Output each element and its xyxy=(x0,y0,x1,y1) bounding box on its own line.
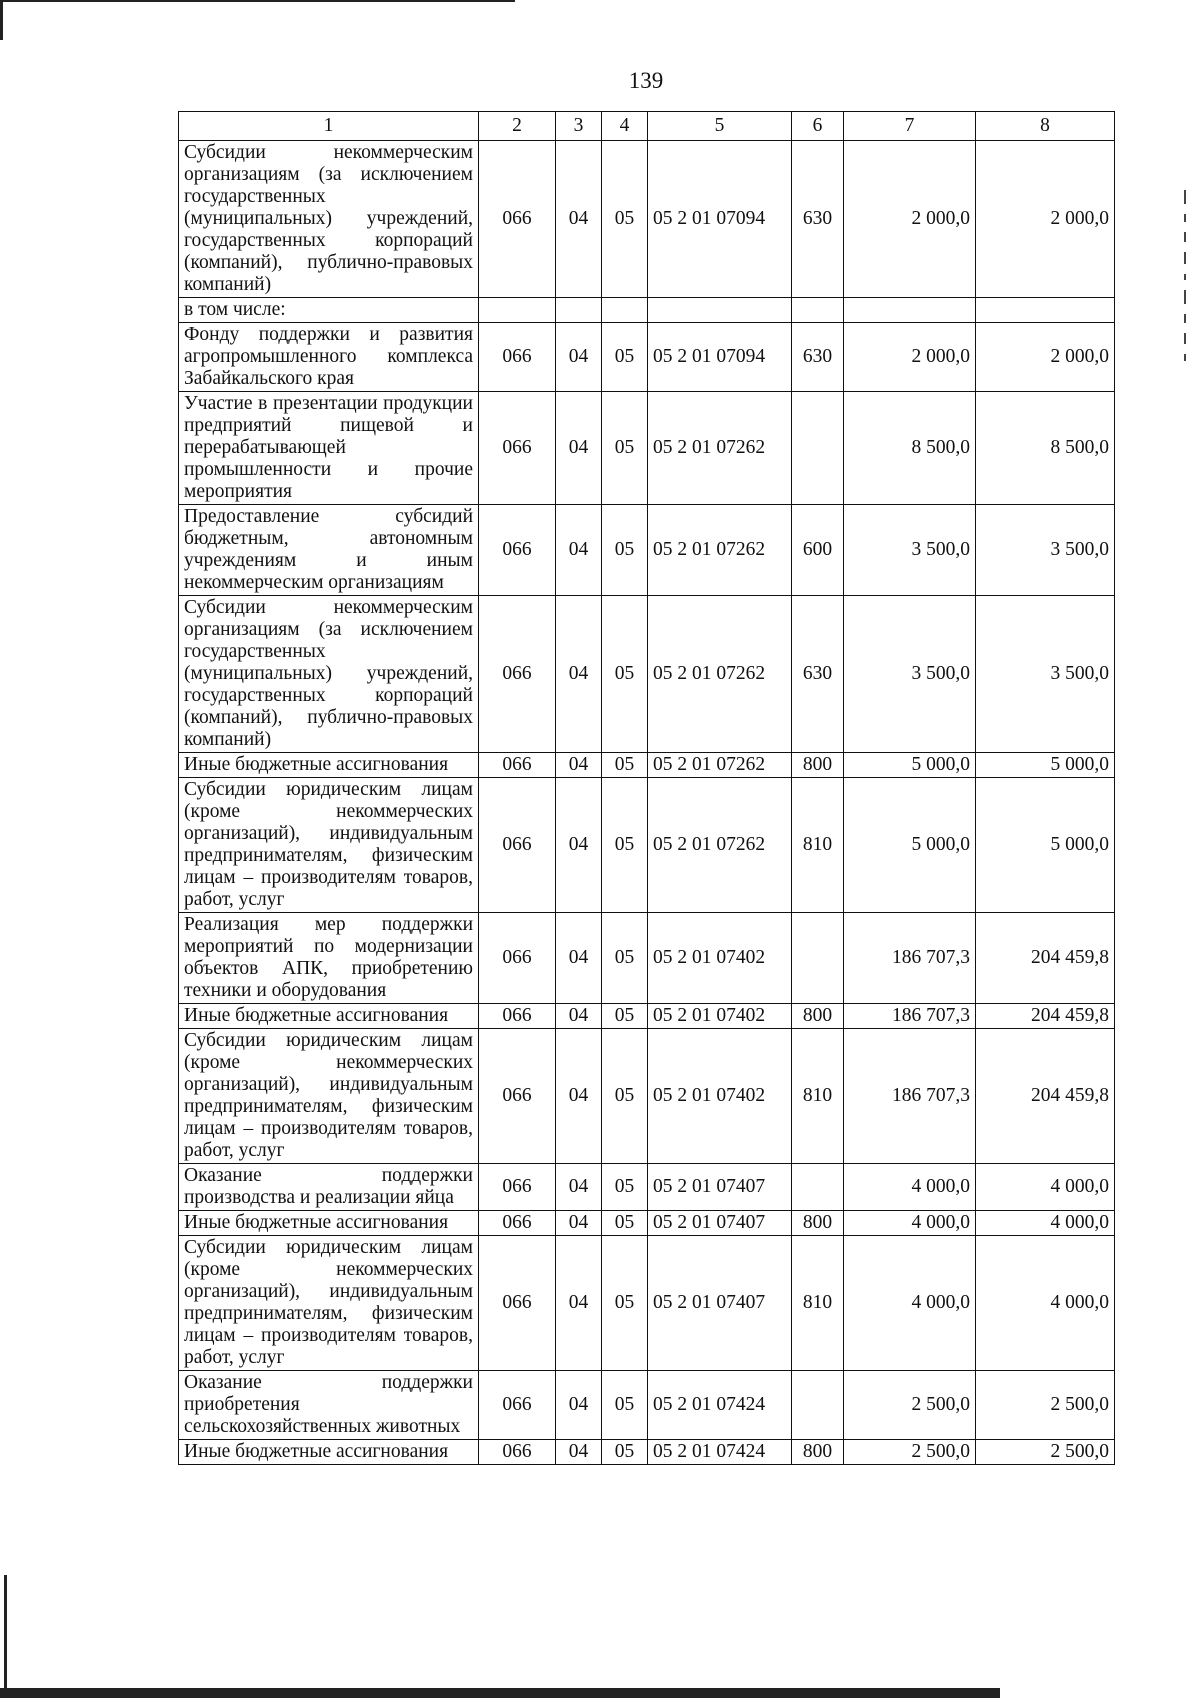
ministry-code: 066 xyxy=(479,1164,556,1211)
target-article-code: 05 2 01 07094 xyxy=(648,323,792,392)
row-description: Реализация мер поддержки мероприятий по модернизации объектов АПК, приобретению техники и оборудования xyxy=(179,913,479,1004)
target-article-code: 05 2 01 07407 xyxy=(648,1211,792,1236)
ministry-code: 066 xyxy=(479,505,556,596)
section-code: 04 xyxy=(556,141,602,298)
subsection-code xyxy=(602,298,648,323)
table-row xyxy=(179,505,1115,596)
target-article-code: 05 2 01 07424 xyxy=(648,1371,792,1440)
subsection-code: 05 xyxy=(602,141,648,298)
amount-column-8: 5 000,0 xyxy=(976,778,1115,913)
expense-type-code xyxy=(792,392,844,505)
column-header: 6 xyxy=(792,112,844,141)
ministry-code: 066 xyxy=(479,141,556,298)
ministry-code: 066 xyxy=(479,392,556,505)
subsection-code: 05 xyxy=(602,1211,648,1236)
table-row xyxy=(179,392,1115,505)
ministry-code: 066 xyxy=(479,323,556,392)
row-description: Субсидии юридическим лицам (кроме некоммерческих организаций), индивидуальным предпринимателям, физическим лицам – производителям товаров, работ, услуг xyxy=(179,1236,479,1371)
amount-column-8: 204 459,8 xyxy=(976,1004,1115,1029)
row-description: Участие в презентации продукции предприятий пищевой и перерабатывающей промышленности и прочие мероприятия xyxy=(179,392,479,505)
table-row xyxy=(179,1236,1115,1371)
ministry-code: 066 xyxy=(479,1371,556,1440)
amount-column-7: 4 000,0 xyxy=(844,1236,976,1371)
expense-type-code: 630 xyxy=(792,323,844,392)
amount-column-8: 4 000,0 xyxy=(976,1236,1115,1371)
budget-table xyxy=(178,111,1115,1465)
table-row xyxy=(179,596,1115,753)
subsection-code: 05 xyxy=(602,753,648,778)
expense-type-code: 810 xyxy=(792,778,844,913)
ministry-code: 066 xyxy=(479,753,556,778)
row-description: Субсидии некоммерческим организациям (за исключением государственных (муниципальных) учреждений, государственных корпораций (компаний), публично-правовых компаний) xyxy=(179,596,479,753)
expense-type-code xyxy=(792,1371,844,1440)
amount-column-8: 4 000,0 xyxy=(976,1211,1115,1236)
expense-type-code: 630 xyxy=(792,596,844,753)
ministry-code: 066 xyxy=(479,778,556,913)
amount-column-7: 3 500,0 xyxy=(844,505,976,596)
row-description: Субсидии юридическим лицам (кроме некоммерческих организаций), индивидуальным предпринимателям, физическим лицам – производителям товаров, работ, услуг xyxy=(179,778,479,913)
table-row xyxy=(179,778,1115,913)
row-description: Оказание поддержки приобретения сельскохозяйственных животных xyxy=(179,1371,479,1440)
table-row xyxy=(179,1164,1115,1211)
section-code: 04 xyxy=(556,392,602,505)
amount-column-7: 2 000,0 xyxy=(844,323,976,392)
expense-type-code xyxy=(792,913,844,1004)
section-code: 04 xyxy=(556,323,602,392)
ministry-code: 066 xyxy=(479,1004,556,1029)
row-description: Субсидии юридическим лицам (кроме некоммерческих организаций), индивидуальным предпринимателям, физическим лицам – производителям товаров, работ, услуг xyxy=(179,1029,479,1164)
expense-type-code: 800 xyxy=(792,1211,844,1236)
row-description: Иные бюджетные ассигнования xyxy=(179,1440,479,1465)
amount-column-8: 204 459,8 xyxy=(976,913,1115,1004)
section-code: 04 xyxy=(556,1371,602,1440)
section-code: 04 xyxy=(556,1211,602,1236)
subsection-code: 05 xyxy=(602,1440,648,1465)
target-article-code: 05 2 01 07407 xyxy=(648,1164,792,1211)
expense-type-code: 630 xyxy=(792,141,844,298)
subsection-code: 05 xyxy=(602,1164,648,1211)
amount-column-8: 204 459,8 xyxy=(976,1029,1115,1164)
expense-type-code: 800 xyxy=(792,753,844,778)
amount-column-7: 2 500,0 xyxy=(844,1371,976,1440)
row-description: Иные бюджетные ассигнования xyxy=(179,753,479,778)
amount-column-7: 2 000,0 xyxy=(844,141,976,298)
subsection-code: 05 xyxy=(602,1029,648,1164)
section-code: 04 xyxy=(556,1004,602,1029)
table-row xyxy=(179,1371,1115,1440)
row-description: Предоставление субсидий бюджетным, автономным учреждениям и иным некоммерческим организациям xyxy=(179,505,479,596)
ministry-code: 066 xyxy=(479,1440,556,1465)
ministry-code: 066 xyxy=(479,1029,556,1164)
amount-column-8: 2 000,0 xyxy=(976,323,1115,392)
target-article-code: 05 2 01 07407 xyxy=(648,1236,792,1371)
expense-type-code: 800 xyxy=(792,1004,844,1029)
table-row xyxy=(179,1004,1115,1029)
target-article-code: 05 2 01 07402 xyxy=(648,913,792,1004)
row-description: Иные бюджетные ассигнования xyxy=(179,1004,479,1029)
row-description: Оказание поддержки производства и реализации яйца xyxy=(179,1164,479,1211)
scan-margin-marks xyxy=(1184,190,1187,371)
row-description: Субсидии некоммерческим организациям (за исключением государственных (муниципальных) учреждений, государственных корпораций (компаний), публично-правовых компаний) xyxy=(179,141,479,298)
column-header: 2 xyxy=(479,112,556,141)
amount-column-7: 5 000,0 xyxy=(844,753,976,778)
ministry-code: 066 xyxy=(479,1236,556,1371)
amount-column-7: 5 000,0 xyxy=(844,778,976,913)
column-header: 4 xyxy=(602,112,648,141)
subsection-code: 05 xyxy=(602,323,648,392)
amount-column-7: 186 707,3 xyxy=(844,1004,976,1029)
subsection-code: 05 xyxy=(602,1004,648,1029)
header-row xyxy=(179,112,1115,141)
amount-column-7: 8 500,0 xyxy=(844,392,976,505)
target-article-code: 05 2 01 07402 xyxy=(648,1004,792,1029)
column-header: 3 xyxy=(556,112,602,141)
row-description: Иные бюджетные ассигнования xyxy=(179,1211,479,1236)
section-code: 04 xyxy=(556,1029,602,1164)
target-article-code xyxy=(648,298,792,323)
target-article-code: 05 2 01 07262 xyxy=(648,753,792,778)
amount-column-7: 3 500,0 xyxy=(844,596,976,753)
section-code: 04 xyxy=(556,913,602,1004)
column-header: 5 xyxy=(648,112,792,141)
amount-column-7: 2 500,0 xyxy=(844,1440,976,1465)
target-article-code: 05 2 01 07424 xyxy=(648,1440,792,1465)
amount-column-8: 4 000,0 xyxy=(976,1164,1115,1211)
expense-type-code: 810 xyxy=(792,1236,844,1371)
subsection-code: 05 xyxy=(602,505,648,596)
subsection-code: 05 xyxy=(602,392,648,505)
subsection-code: 05 xyxy=(602,1236,648,1371)
expense-type-code xyxy=(792,298,844,323)
ministry-code: 066 xyxy=(479,1211,556,1236)
table-row xyxy=(179,141,1115,298)
amount-column-7: 4 000,0 xyxy=(844,1211,976,1236)
amount-column-8: 3 500,0 xyxy=(976,596,1115,753)
row-description: Фонду поддержки и развития агропромышленного комплекса Забайкальского края xyxy=(179,323,479,392)
amount-column-7: 186 707,3 xyxy=(844,913,976,1004)
expense-type-code: 600 xyxy=(792,505,844,596)
target-article-code: 05 2 01 07402 xyxy=(648,1029,792,1164)
amount-column-8: 8 500,0 xyxy=(976,392,1115,505)
table-row xyxy=(179,1029,1115,1164)
column-header: 8 xyxy=(976,112,1115,141)
ministry-code: 066 xyxy=(479,596,556,753)
target-article-code: 05 2 01 07262 xyxy=(648,392,792,505)
section-code: 04 xyxy=(556,505,602,596)
column-header: 7 xyxy=(844,112,976,141)
ministry-code: 066 xyxy=(479,913,556,1004)
section-code: 04 xyxy=(556,596,602,753)
column-header: 1 xyxy=(179,112,479,141)
amount-column-7: 4 000,0 xyxy=(844,1164,976,1211)
table-row xyxy=(179,753,1115,778)
target-article-code: 05 2 01 07262 xyxy=(648,505,792,596)
expense-type-code: 800 xyxy=(792,1440,844,1465)
expense-type-code: 810 xyxy=(792,1029,844,1164)
row-description: в том числе: xyxy=(179,298,479,323)
section-code: 04 xyxy=(556,778,602,913)
amount-column-8 xyxy=(976,298,1115,323)
table-row xyxy=(179,323,1115,392)
expense-type-code xyxy=(792,1164,844,1211)
subsection-code: 05 xyxy=(602,1371,648,1440)
scan-border-left-top xyxy=(0,0,3,40)
table-body xyxy=(179,141,1115,1465)
section-code: 04 xyxy=(556,1236,602,1371)
target-article-code: 05 2 01 07262 xyxy=(648,596,792,753)
section-code xyxy=(556,298,602,323)
target-article-code: 05 2 01 07262 xyxy=(648,778,792,913)
amount-column-7: 186 707,3 xyxy=(844,1029,976,1164)
section-code: 04 xyxy=(556,753,602,778)
ministry-code xyxy=(479,298,556,323)
amount-column-8: 5 000,0 xyxy=(976,753,1115,778)
subsection-code: 05 xyxy=(602,596,648,753)
amount-column-8: 2 000,0 xyxy=(976,141,1115,298)
table-row xyxy=(179,913,1115,1004)
subsection-code: 05 xyxy=(602,778,648,913)
amount-column-8: 2 500,0 xyxy=(976,1371,1115,1440)
scan-border-top xyxy=(0,0,515,2)
subsection-code: 05 xyxy=(602,913,648,1004)
section-code: 04 xyxy=(556,1164,602,1211)
amount-column-8: 3 500,0 xyxy=(976,505,1115,596)
scan-border-bottom xyxy=(0,1688,1000,1698)
section-code: 04 xyxy=(556,1440,602,1465)
scan-border-left-bottom xyxy=(4,1575,7,1695)
table-row xyxy=(179,1440,1115,1465)
amount-column-7 xyxy=(844,298,976,323)
page-number: 139 xyxy=(628,68,664,93)
table-row xyxy=(179,298,1115,323)
table-row xyxy=(179,1211,1115,1236)
amount-column-8: 2 500,0 xyxy=(976,1440,1115,1465)
target-article-code: 05 2 01 07094 xyxy=(648,141,792,298)
